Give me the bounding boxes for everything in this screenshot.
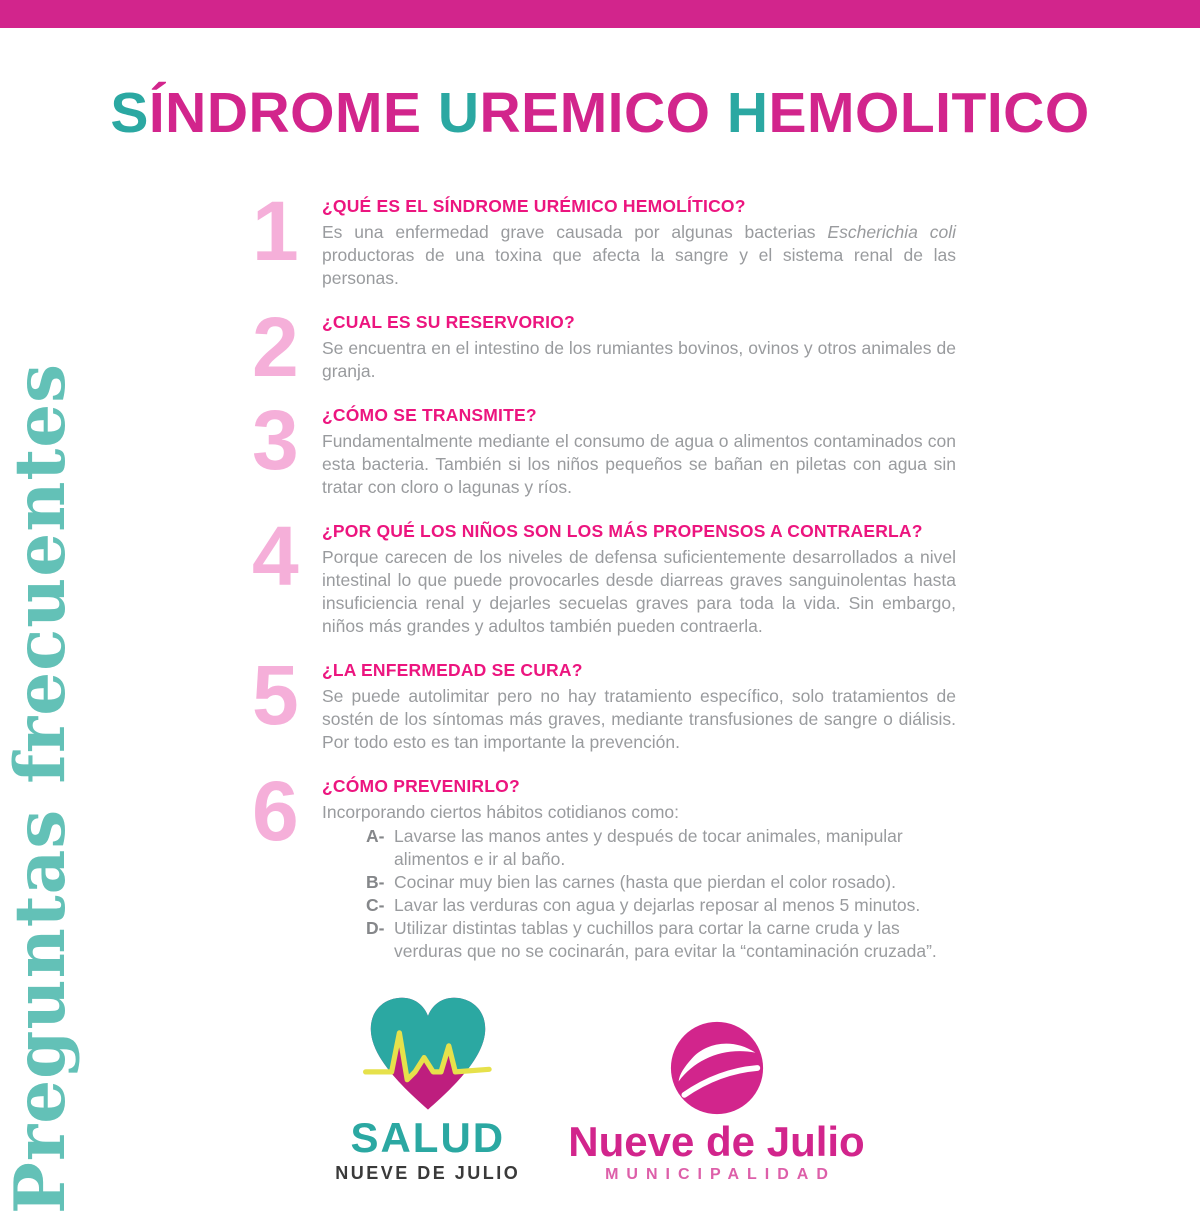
answer-segment: Se encuentra en el intestino de los rumiantes bovinos, ovinos y otros animales de granja. xyxy=(322,338,956,381)
top-accent-bar xyxy=(0,0,1200,28)
answer-segment: Incorporando ciertos hábitos cotidianos como: xyxy=(322,802,680,822)
faq-content xyxy=(322,660,956,754)
question-heading: ¿CUAL ES SU RESERVORIO? xyxy=(322,312,575,332)
question-heading: ¿POR QUÉ LOS NIÑOS SON LOS MÁS PROPENSOS A CONTRAERLA? xyxy=(322,521,923,541)
question-number: 5 xyxy=(252,648,299,742)
title-segment: REMICO xyxy=(479,81,727,145)
faq-content xyxy=(322,405,956,499)
question-heading: ¿CÓMO SE TRANSMITE? xyxy=(322,405,537,425)
title-segment: H xyxy=(726,81,769,145)
answer-segment: Es una enfermedad grave causada por algunas bacterias xyxy=(322,222,828,242)
prevention-item xyxy=(366,825,956,871)
salud-logo xyxy=(335,992,520,1184)
answer-text xyxy=(322,801,956,824)
faq-list xyxy=(250,184,956,963)
prevention-letter: B- xyxy=(366,872,385,892)
title-segment: ÍNDROME xyxy=(148,81,438,145)
prevention-letter: C- xyxy=(366,895,385,915)
faq-content xyxy=(322,776,956,963)
answer-text xyxy=(322,430,956,499)
answer-text xyxy=(322,337,956,383)
question-number: 6 xyxy=(252,764,299,858)
answer-segment: Fundamentalmente mediante el consumo de agua o alimentos contaminados con esta bacteria. También si los niños pequeños se bañan en piletas con agua sin tratar con cloro o lagunas y ríos. xyxy=(322,431,956,497)
prevention-item xyxy=(366,871,956,894)
vertical-label: Preguntas frecuentes xyxy=(0,363,81,1214)
faq-item xyxy=(250,648,956,754)
question-number: 2 xyxy=(252,300,299,394)
prevention-text: Lavarse las manos antes y después de tocar animales, manipular alimentos e ir al baño. xyxy=(394,826,903,869)
question-number: 3 xyxy=(252,393,299,487)
faq-item xyxy=(250,764,956,963)
salud-logo-subtitle: NUEVE DE JULIO xyxy=(335,1163,521,1183)
species-name-italic: Escherichia coli xyxy=(827,222,956,242)
faq-content xyxy=(322,521,956,638)
municipality-logo-subtitle: MUNICIPALIDAD xyxy=(605,1166,836,1183)
faq-content xyxy=(322,312,956,383)
answer-segment: Porque carecen de los niveles de defensa suficientemente desarrollados a nivel intestinal lo que puede provocarles desde diarreas graves sanguinolentas hasta insuficiencia renal y dejarles secuelas graves para toda la vida. Sin embargo, niños más grandes y adultos también pueden contraerla. xyxy=(322,547,956,636)
question-heading: ¿CÓMO PREVENIRLO? xyxy=(322,776,520,796)
answer-segment: productoras de una toxina que afecta la sangre y el sistema renal de las personas. xyxy=(322,245,956,288)
prevention-list xyxy=(366,825,956,963)
footer xyxy=(0,992,1200,1184)
question-heading: ¿LA ENFERMEDAD SE CURA? xyxy=(322,660,583,680)
faq-item xyxy=(250,300,956,394)
title-segment: EMOLITICO xyxy=(768,81,1090,145)
prevention-text: Utilizar distintas tablas y cuchillos para cortar la carne cruda y las verduras que no se cocinarán, para evitar la “contaminación cruzada”. xyxy=(394,918,937,961)
prevention-letter: A- xyxy=(366,826,385,846)
heart-ekg-icon xyxy=(363,992,493,1118)
answer-text xyxy=(322,546,956,638)
answer-segment: Se puede autolimitar pero no hay tratamiento específico, solo tratamientos de sostén de los síntomas más graves, mediante transfusiones de sangre o diálisis. Por todo esto es tan importante la prevención. xyxy=(322,686,956,752)
municipality-logo-title: Nueve de Julio xyxy=(568,1117,865,1165)
prevention-letter: D- xyxy=(366,918,385,938)
answer-text xyxy=(322,685,956,754)
faq-content xyxy=(322,196,956,290)
title-segment: S xyxy=(110,81,149,145)
municipality-logo xyxy=(568,1020,864,1184)
salud-logo-title: SALUD xyxy=(350,1113,506,1161)
swoosh-circle-icon xyxy=(669,1020,765,1116)
prevention-text: Cocinar muy bien las carnes (hasta que pierdan el color rosado). xyxy=(394,872,896,892)
question-number: 4 xyxy=(252,509,299,603)
question-number: 1 xyxy=(252,184,299,278)
page-title xyxy=(0,80,1200,146)
prevention-item xyxy=(366,894,956,917)
prevention-text: Lavar las verduras con agua y dejarlas reposar al menos 5 minutos. xyxy=(394,895,921,915)
title-segment: U xyxy=(437,81,480,145)
prevention-item xyxy=(366,917,956,963)
faq-item xyxy=(250,184,956,290)
question-heading: ¿QUÉ ES EL SÍNDROME URÉMICO HEMOLÍTICO? xyxy=(322,196,746,216)
answer-text xyxy=(322,221,956,290)
faq-item xyxy=(250,509,956,638)
faq-item xyxy=(250,393,956,499)
